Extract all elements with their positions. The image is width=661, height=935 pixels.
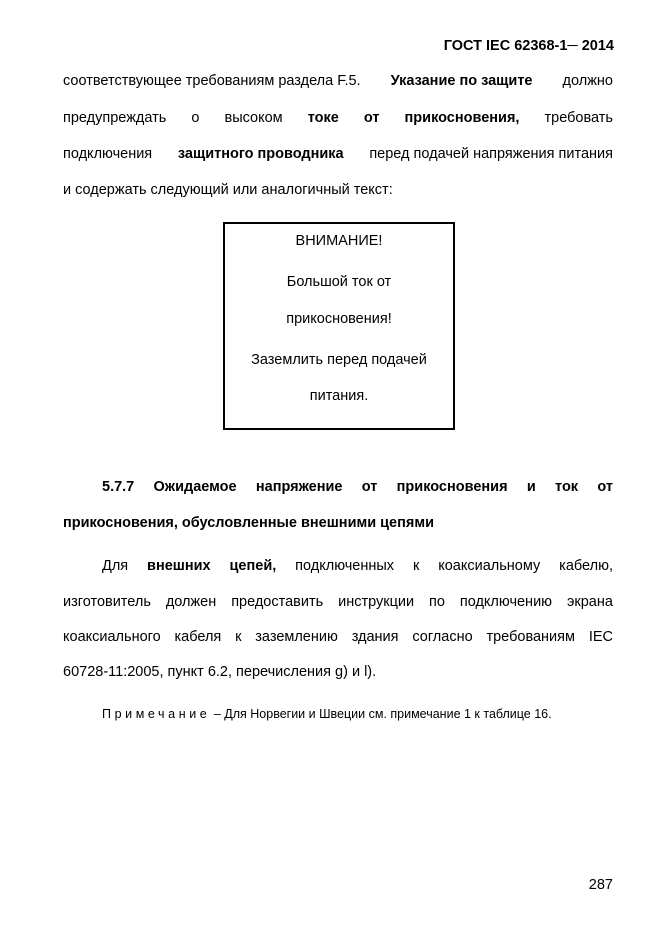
bold-word: прикосновения, xyxy=(404,110,520,126)
text-segment: подключения xyxy=(63,146,153,162)
word: экрана xyxy=(566,594,613,610)
document-header: ГОСТ IEC 62368-1─ 2014 xyxy=(443,38,614,54)
text-segment: соответствующее требованиям раздела F.5. xyxy=(63,73,361,89)
heading-word: от xyxy=(361,479,378,495)
section-heading-line-1 xyxy=(102,477,613,497)
page-number: 287 xyxy=(588,877,613,893)
heading-word: Ожидаемое xyxy=(153,479,237,495)
word: должен xyxy=(165,594,217,610)
word: кабеля xyxy=(174,629,222,645)
word: заземлению xyxy=(255,629,338,645)
section-heading-line-2: прикосновения, обусловленные внешними цепями xyxy=(63,515,434,531)
paragraph-1-line-2 xyxy=(63,108,613,128)
text-segment: должно xyxy=(562,73,613,89)
paragraph-2-line-4: 60728-11:2005, пункт 6.2, перечисления g) и l). xyxy=(63,664,377,680)
paragraph-1-line-4: и содержать следующий или аналогичный текст: xyxy=(63,182,393,198)
word: коаксиального xyxy=(63,629,161,645)
paragraph-1-line-3 xyxy=(63,144,613,164)
word: предупреждать xyxy=(63,110,167,126)
word: к xyxy=(412,558,420,574)
word: подключению xyxy=(459,594,553,610)
note xyxy=(102,705,552,723)
paragraph-2-line-1 xyxy=(102,556,613,576)
word: предоставить xyxy=(231,594,324,610)
warning-line: прикосновения! xyxy=(286,311,392,327)
word: подключенных xyxy=(295,558,395,574)
bold-word: токе xyxy=(307,110,339,126)
heading-word: от xyxy=(597,479,613,495)
heading-word: и xyxy=(526,479,536,495)
warning-label-box xyxy=(223,222,455,430)
word: изготовитель xyxy=(63,594,151,610)
word: о xyxy=(191,110,200,126)
warning-line: Заземлить перед подачей xyxy=(251,352,427,368)
word: коаксиальному xyxy=(438,558,541,574)
word: инструкции xyxy=(338,594,415,610)
note-text: – Для Норвегии и Швеции см. примечание 1 к таблице 16. xyxy=(210,707,552,721)
bold-word: внешних xyxy=(147,558,211,574)
warning-title: ВНИМАНИЕ! xyxy=(295,233,383,249)
word: требованиям xyxy=(486,629,575,645)
heading-word: прикосновения xyxy=(396,479,508,495)
paragraph-2-line-3 xyxy=(63,627,613,647)
word: кабелю, xyxy=(559,558,613,574)
warning-line: Большой ток от xyxy=(286,274,392,290)
text-segment: перед подачей напряжения питания xyxy=(369,146,613,162)
word: IEC xyxy=(588,629,613,645)
word: согласно xyxy=(412,629,473,645)
bold-word: от xyxy=(363,110,380,126)
bold-word: цепей, xyxy=(229,558,277,574)
bold-text-segment: Указание по защите xyxy=(390,73,533,89)
paragraph-1-line-1 xyxy=(63,71,613,91)
paragraph-2-line-2 xyxy=(63,592,613,612)
word: здания xyxy=(351,629,399,645)
note-label: Примечание xyxy=(102,707,211,721)
heading-word: напряжение xyxy=(255,479,343,495)
word: к xyxy=(235,629,242,645)
word: высоком xyxy=(224,110,283,126)
word: Для xyxy=(102,558,129,574)
warning-line: питания. xyxy=(309,388,369,404)
word: по xyxy=(429,594,445,610)
section-number: 5.7.7 xyxy=(102,479,135,495)
word: требовать xyxy=(544,110,613,126)
bold-text-segment: защитного проводника xyxy=(177,146,344,162)
heading-word: ток xyxy=(555,479,579,495)
